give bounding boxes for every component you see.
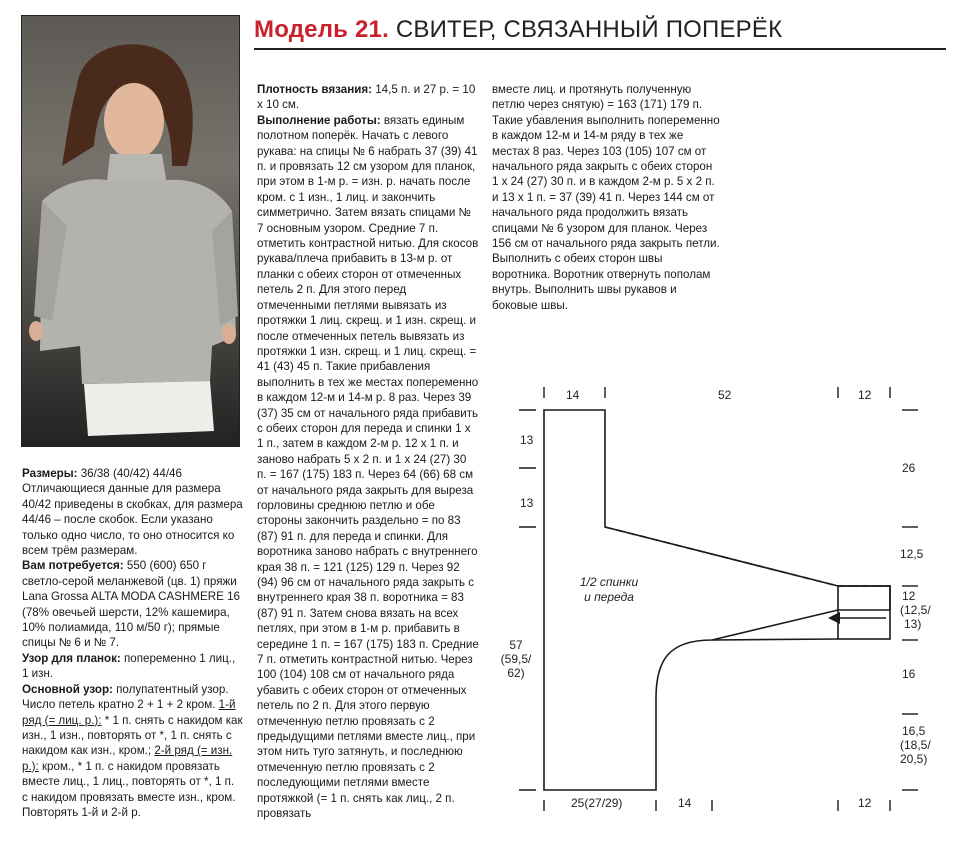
column-instructions-1: [257, 82, 479, 822]
dim-left-57: 57: [509, 638, 523, 652]
instructions-continued: вместе лиц. и протянуть полученную петлю через снятую) = 163 (171) 179 п. Такие убавления выполнить попеременно в каждом 12-м и 14-м ряду в тех же местах 8 раз. Через 103 (105) 107 см от начального ряда закрыть с обеих сторон 1 х 24 (27) 30 п. и в каждом 2-м р. 5 х 2 п. и 13 х 1 п. = 37 (39) 41 п. Через 144 см от начального ряда продолжить вязать спицами № 6 узором для планок. Через 156 см от начального ряда закрыть петли. Выполнить с обеих сторон швы воротника. Воротник отвернуть пополам внутрь. Выполнить швы рукавов и боковые швы.: [492, 83, 720, 312]
dim-right-12b: (12,5/: [900, 603, 931, 617]
sizes-paragraph: [22, 466, 243, 481]
pattern-diagram: [494, 378, 934, 818]
model-number: Модель 21.: [254, 16, 389, 43]
page-header: [254, 16, 946, 44]
row2-label: 2-й ряд (= изн. р.):: [22, 744, 233, 773]
main-pattern-text: полупатентный узор. Число петель кратно 2 + 1 + 2 кром.: [22, 682, 229, 712]
row2-text: кром., * 1 п. с накидом провязать вместе лиц., 1 лиц., повторять от *, 1 п. с накидом провязать вместе изн., кром. Повторять 1-й и 2-й р.: [22, 759, 236, 819]
materials-text: 550 (600) 650 г светло-серой меланжевой (цв. 1) пряжи Lana Grossa ALTA MODA CASHMERE 16 (78% овечьей шерсти, 12% кашемира, 10% полиамида, 110 м/50 г); прямые спицы № 6 и № 7.: [22, 559, 241, 650]
plank-text: попеременно 1 лиц., 1 изн.: [22, 651, 236, 681]
dim-right-26: 26: [902, 461, 916, 475]
work-label: Выполнение работы:: [257, 113, 381, 127]
row1-text: * 1 п. снять с накидом как изн., 1 изн., повторять от *, 1 п. снять с накидом как изн., кром.;: [22, 713, 243, 758]
row1-label: 1-й ряд (= лиц. р.):: [22, 698, 236, 727]
dim-top-12: 12: [858, 388, 872, 402]
dim-bottom-25: 25(27/29): [571, 796, 623, 810]
density-paragraph: [257, 82, 479, 113]
neck-line: [712, 639, 838, 640]
center-label-2: и переда: [584, 590, 634, 604]
work-paragraph: [257, 113, 479, 822]
dim-right-12: 12: [902, 589, 916, 603]
model-photo: [21, 15, 240, 447]
dim-bottom-12: 12: [858, 796, 872, 810]
plank-label: Узор для планок:: [22, 651, 121, 665]
sizes-label: Размеры:: [22, 467, 78, 480]
sizes-note: Отличающиеся данные для размера 40/42 приведены в скобках, для размера 44/46 – после скобок. Если указано только одно число, то оно относится ко всем трём размерам.: [22, 482, 243, 558]
page-title: [254, 16, 946, 44]
dim-right-16-5c: 20,5): [900, 752, 928, 766]
column-instructions-2: [492, 82, 720, 313]
density-label: Плотность вязания:: [257, 83, 372, 96]
model-name: СВИТЕР, СВЯЗАННЫЙ ПОПЕРЁК: [395, 16, 783, 43]
main-pattern-label: Основной узор:: [22, 682, 113, 696]
direction-arrow-icon: [828, 612, 840, 624]
center-label-1: 1/2 спинки: [579, 575, 639, 589]
dim-left-13a: 13: [520, 433, 534, 447]
materials-paragraph: [22, 558, 243, 650]
dim-right-12c: 13): [904, 617, 922, 631]
dim-right-12-5: 12,5: [900, 547, 924, 561]
main-pattern-paragraph: [22, 682, 243, 821]
work-text: вязать единым полотном поперёк. Начать с левого рукава: на спицы № 6 набрать 37 (39) 41 п. и провязать 12 см узором для планок, при этом в 1-м р. = изн. р. начать после кром. с 1 изн., 1 лиц. и закончить симметрично. Затем вязать спицами № 7 основным узором. Средние 7 п. отметить контрастной нитью. Для скосов рукава/плеча прибавить в 13-м р. от планки с обеих сторон от отмеченных петель 2 п. Для этого перед отмеченными петлями вывязать из протяжки 1 лиц. скрещ. и 1 изн. скрещ. и после отмеченных петель вывязать из протяжки 1 изн. скрещ. и 1 лиц. скрещ. = 41 (43) 45 п. Такие прибавления выполнить в тех же местах попеременно в каждом 12-м и 14-м р. 8 раз. Через 39 (37) 35 см от начального ряда прибавить с обеих сторон для переда и спинки 1 х 1 п., затем в каждом 2-м р. 12 х 1 п. и заново набрать 5 х 2 п. и 1 х 24 (27) 30 п. = 167 (175) 183 п. Через 64 (66) 68 см от начального ряда закрыть для выреза горловины среднюю петлю и обе стороны закончить раздельно = по 83 (87) 91 п. для переда и спинки. Для воротника заново набрать с внутреннего края 38 п. = 121 (125) 129 п. Через 92 (94) 96 см от начального ряда закрыть с внутреннего края 38 п. воротника = 83 (87) 91 п. Затем снова вязать на всех петлях, при этом в 1-м р. прибавить в середине 1 п. = 167 (175) 183 п. Средние 7 п. отметить контрастной нитью. Через 100 (104) 108 см от начального ряда убавить с обеих сторон от отмеченных петель по 2 п. Для этого первую отмеченную петлю провязать с 2 предыдущими петлями вместе лиц., при этом нить туго затянуть, и последнюю отмеченную петлю провязать с 2 последующими петлями вместе протяжкой (= 1 п. снять как лиц., 2 п. провязать: [257, 113, 479, 821]
dim-right-16-5: 16,5: [902, 724, 926, 738]
dim-left-57b: (59,5/: [500, 652, 532, 666]
dim-right-16: 16: [902, 667, 916, 681]
pattern-shape: [494, 378, 934, 818]
dim-right-16-5b: (18,5/: [900, 738, 931, 752]
materials-label: Вам потребуется:: [22, 559, 124, 573]
dim-left-57c: 62): [507, 666, 525, 680]
plank-paragraph: [22, 651, 243, 682]
dim-left-13b: 13: [520, 496, 534, 510]
column-sizes-materials: [22, 466, 243, 820]
dim-top-14: 14: [566, 388, 580, 402]
collar-box: [838, 586, 890, 639]
density-text: 14,5 п. и 27 р. = 10 х 10 см.: [257, 83, 476, 112]
sizes-text: 36/38 (40/42) 44/46: [77, 467, 182, 480]
dim-top-52: 52: [718, 388, 732, 402]
dim-bottom-14: 14: [678, 796, 692, 810]
model-photo-icon: [22, 16, 239, 446]
title-divider: [254, 48, 946, 50]
